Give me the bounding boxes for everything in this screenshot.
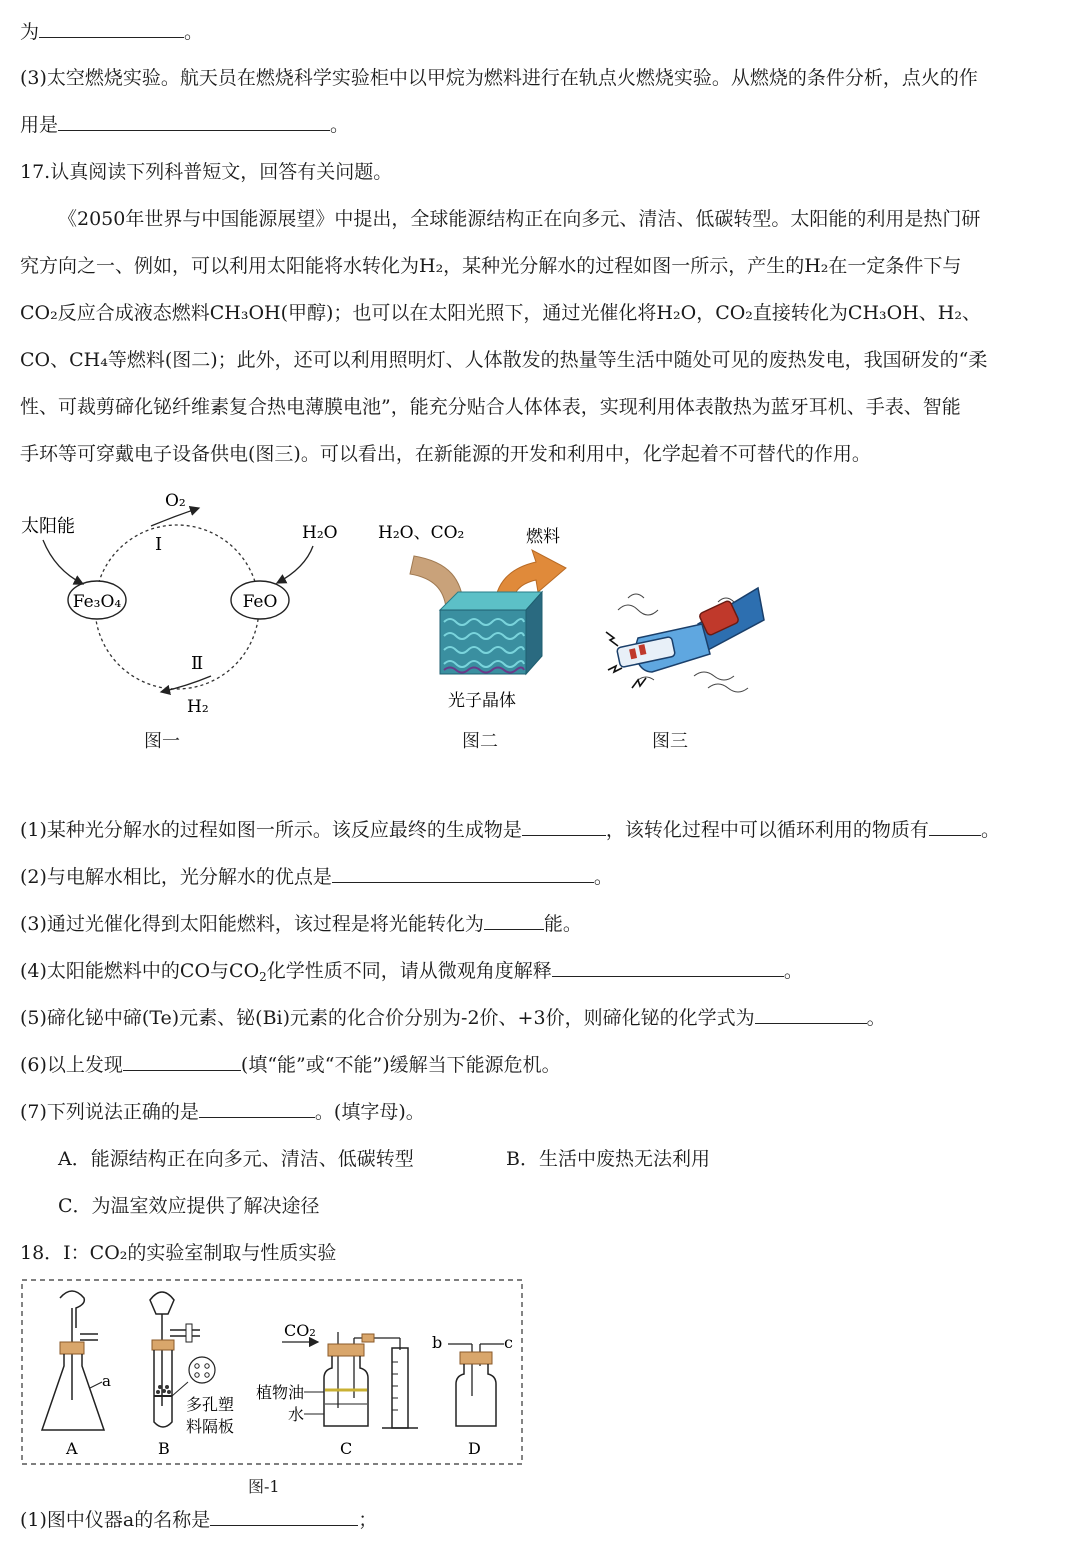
text: ，该转化过程中可以循环利用的物质有 <box>605 819 929 841</box>
option-b[interactable]: B．生活中废热无法利用 <box>506 1148 710 1170</box>
option-c[interactable]: C．为温室效应提供了解决途径 <box>58 1195 320 1217</box>
q17-para-line: 手环等可穿戴电子设备供电(图三)。可以看出，在新能源的开发和利用中，化学起着不可替代的作用。 <box>20 443 871 465</box>
figure-3-caption: 图三 <box>652 731 688 752</box>
text: (填“能”或“不能”)缓解当下能源危机。 <box>240 1054 561 1076</box>
label-b: b <box>432 1333 443 1352</box>
text: 。(填字母)。 <box>314 1101 425 1123</box>
figure-apparatus-diagram <box>20 1278 526 1474</box>
h2-label: H₂ <box>187 697 209 717</box>
figure-2-photonic-crystal <box>370 510 590 715</box>
q16-tail-line <box>20 18 203 46</box>
answer-blank[interactable] <box>58 112 330 131</box>
text: (3)通过光催化得到太阳能燃料，该过程是将光能转化为 <box>20 913 484 935</box>
text: 化学性质不同，请从微观角度解释 <box>266 960 552 982</box>
letter-b: B <box>158 1439 170 1458</box>
h2-arrow <box>161 676 211 692</box>
q17-para-line: CO、CH₄等燃料(图二)；此外，还可以利用照明灯、人体散发的热量等生活中随处可见的废热发电，我国研发的“柔 <box>20 349 988 371</box>
q17-para-line: CO₂反应合成液态燃料CH₃OH(甲醇)；也可以在太阳光照下，通过光催化将H₂O，CO₂直接转化为CH₃OH、H₂、 <box>20 302 981 324</box>
step2-label: Ⅱ <box>191 653 204 674</box>
answer-blank[interactable] <box>199 1099 315 1118</box>
porous-plate-label: 多孔塑 <box>186 1395 235 1414</box>
text: (2)与电解水相比，光分解水的优点是 <box>20 866 332 888</box>
figure-1-cycle-diagram <box>15 480 355 720</box>
text: (6)以上发现 <box>20 1054 123 1076</box>
letter-a: A <box>66 1439 78 1458</box>
porous-plate-label: 料隔板 <box>186 1417 235 1436</box>
subscript: 2 <box>259 970 267 984</box>
apparatus-a <box>42 1291 111 1430</box>
q17-para-line: 性、可裁剪碲化铋纤维素复合热电薄膜电池”，能充分贴合人体体表，实现利用体表散热为蓝牙耳机、手表、智能 <box>20 396 961 418</box>
label-a: a <box>102 1372 111 1390</box>
text: 能。 <box>543 913 582 935</box>
crystal-label: 光子晶体 <box>448 691 516 711</box>
text: 。 <box>783 960 803 982</box>
q17-question-6 <box>20 1051 561 1079</box>
oil-label: 植物油 <box>256 1383 305 1402</box>
q17-question-5 <box>20 1004 886 1032</box>
text: (1)某种光分解水的过程如图一所示。该反应最终的生成物是 <box>20 819 522 841</box>
answer-blank[interactable] <box>755 1005 867 1024</box>
text: 为 <box>20 21 40 43</box>
q16-p3-line1: (3)太空燃烧实验。航天员在燃烧科学实验柜中以甲烷为燃料进行在轨点火燃烧实验。从燃烧的条件分析，点火的作 <box>20 67 978 89</box>
q17-title: 17.认真阅读下列科普短文，回答有关问题。 <box>20 161 393 183</box>
text: (1)图中仪器a的名称是 <box>20 1509 211 1531</box>
answer-blank[interactable] <box>929 817 981 836</box>
apparatus-letters <box>65 1439 481 1458</box>
water-label: 水 <box>288 1405 305 1424</box>
figure-caption: 图-1 <box>248 1477 280 1496</box>
text: 。 <box>866 1007 886 1029</box>
q17-question-4 <box>20 957 803 991</box>
letter-c: C <box>340 1439 353 1458</box>
sun-arrow <box>43 540 83 584</box>
fe3o4-label: Fe₃O₄ <box>72 592 122 612</box>
step1-label: I <box>155 534 163 555</box>
q18-title: 18．I：CO₂的实验室制取与性质实验 <box>20 1242 337 1264</box>
answer-blank[interactable] <box>210 1507 358 1526</box>
answer-blank[interactable] <box>552 958 784 977</box>
figure-1-caption: 图一 <box>144 731 180 752</box>
q17-question-7 <box>20 1098 425 1126</box>
answer-blank[interactable] <box>39 19 184 38</box>
q17-question-2 <box>20 863 613 891</box>
text: ； <box>358 1509 378 1531</box>
answer-blank[interactable] <box>522 817 606 836</box>
spark <box>606 632 618 646</box>
label-c: c <box>504 1333 513 1352</box>
text: (5)碲化铋中碲(Te)元素、铋(Bi)元素的化合价分别为-2价、+3价，则碲化铋的化学式为 <box>20 1007 755 1029</box>
text: 。 <box>184 21 204 43</box>
q16-p3-line2 <box>20 111 349 139</box>
answer-blank[interactable] <box>123 1052 241 1071</box>
spark <box>608 666 622 672</box>
crystal-top <box>440 592 542 610</box>
apparatus-d <box>432 1333 513 1426</box>
apparatus-c <box>256 1321 418 1428</box>
text: 。 <box>593 866 613 888</box>
inputs-label: H₂O、CO₂ <box>378 523 465 543</box>
text: 用是 <box>20 114 59 136</box>
co2-label: CO₂ <box>284 1321 316 1340</box>
text: (7)下列说法正确的是 <box>20 1101 199 1123</box>
figure-3-wearable-device <box>598 580 768 705</box>
text: 。 <box>980 819 1000 841</box>
option-a[interactable]: A．能源结构正在向多元、清洁、低碳转型 <box>58 1148 414 1170</box>
q18-question-1 <box>20 1506 377 1534</box>
fuel-label: 燃料 <box>526 527 560 547</box>
q17-question-1 <box>20 816 1000 844</box>
q17-para-line: 究方向之一、例如，可以利用太阳能将水转化为H₂，某种光分解水的过程如图一所示，产生的H₂在一定条件下与 <box>20 255 962 277</box>
figure-border <box>22 1280 522 1464</box>
apparatus-b <box>150 1292 234 1436</box>
figure-2-caption: 图二 <box>462 731 498 752</box>
h2o-label: H₂O <box>302 523 338 543</box>
o2-label: O₂ <box>165 491 186 511</box>
answer-blank[interactable] <box>484 911 544 930</box>
q17-para-line: 《2050年世界与中国能源展望》中提出，全球能源结构正在向多元、清洁、低碳转型。太阳能的利用是热门研 <box>58 208 981 230</box>
letter-d: D <box>468 1439 481 1458</box>
answer-blank[interactable] <box>332 864 594 883</box>
text: 。 <box>330 114 350 136</box>
h2o-arrow <box>277 546 313 583</box>
feo-label: FeO <box>242 592 278 612</box>
sun-label: 太阳能 <box>21 516 75 537</box>
q17-question-3 <box>20 910 582 938</box>
text: (4)太阳能燃料中的CO与CO <box>20 960 260 982</box>
